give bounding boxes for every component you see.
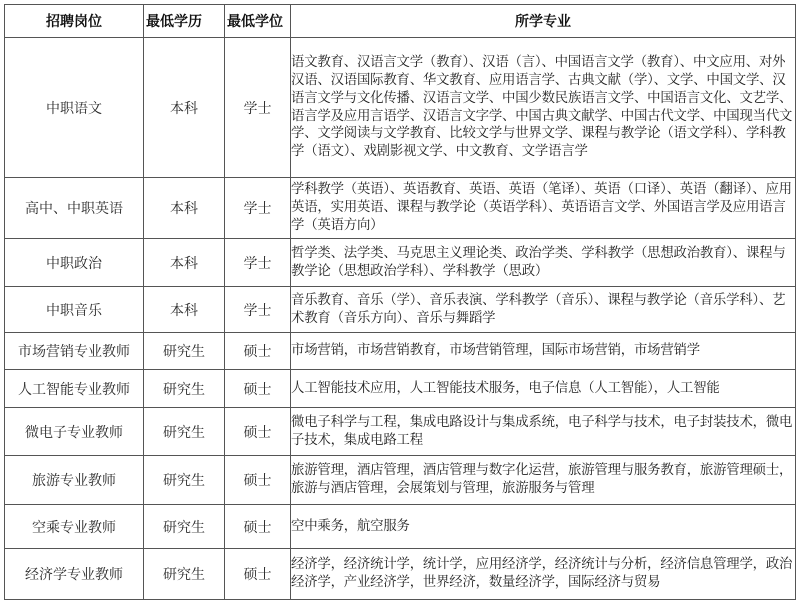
majors-cell: 人工智能技术应用，人工智能技术服务，电子信息（人工智能），人工智能 [291, 370, 796, 408]
position-cell: 空乘专业教师 [5, 505, 144, 549]
position-cell: 中职政治 [5, 239, 144, 287]
degree-cell: 硕士 [225, 370, 291, 408]
education-cell: 本科 [144, 287, 225, 333]
majors-cell: 空中乘务，航空服务 [291, 505, 796, 549]
education-cell: 本科 [144, 178, 225, 239]
majors-cell: 语文教育、汉语言文学（教育）、汉语（言）、中国语言文学（教育）、中文应用、对外汉语、汉语国际教育、华文教育、应用语言学、古典文献（学）、文学、中国文学、汉语言文学与文化传播、汉语言文学、中国少数民族语言文学、中国语言文化、文艺学、语言学及应用言语学、汉语言文字学、中国古典文献学、中国古代文学、中国现当代文学、文学阅读与文学教育、比较文学与世界文学、课程与教学论（语文学科）、学科教学（语文）、戏剧影视文学、中文教育、文学语言学 [291, 38, 796, 178]
recruitment-table [4, 4, 796, 600]
education-cell: 研究生 [144, 408, 225, 456]
degree-cell: 硕士 [225, 408, 291, 456]
table-row [5, 549, 796, 600]
majors-cell: 旅游管理，酒店管理，酒店管理与数字化运营，旅游管理与服务教育，旅游管理硕士，旅游与酒店管理，会展策划与管理，旅游服务与管理 [291, 456, 796, 505]
majors-cell: 学科教学（英语）、英语教育、英语、英语（笔译）、英语（口译）、英语（翻译）、应用英语，实用英语、课程与教学论（英语学科）、英语语言文学、外国语言学及应用语言学（英语方向） [291, 178, 796, 239]
table-row [5, 178, 796, 239]
table-row [5, 456, 796, 505]
position-cell: 微电子专业教师 [5, 408, 144, 456]
degree-cell: 硕士 [225, 549, 291, 600]
header-min-education: 最低学历 [144, 5, 225, 38]
table-row [5, 505, 796, 549]
position-cell: 市场营销专业教师 [5, 333, 144, 370]
education-cell: 研究生 [144, 370, 225, 408]
majors-cell: 哲学类、法学类、马克思主义理论类、政治学类、学科教学（思想政治教育）、课程与教学论（思想政治学科）、学科教学（思政） [291, 239, 796, 287]
majors-cell: 音乐教育、音乐（学）、音乐表演、学科教学（音乐）、课程与教学论（音乐学科）、艺术教育（音乐方向）、音乐与舞蹈学 [291, 287, 796, 333]
position-cell: 高中、中职英语 [5, 178, 144, 239]
table-row [5, 408, 796, 456]
education-cell: 研究生 [144, 549, 225, 600]
degree-cell: 学士 [225, 178, 291, 239]
header-position: 招聘岗位 [5, 5, 144, 38]
degree-cell: 硕士 [225, 333, 291, 370]
education-cell: 本科 [144, 38, 225, 178]
header-majors: 所学专业 [291, 5, 796, 38]
table-row [5, 239, 796, 287]
education-cell: 本科 [144, 239, 225, 287]
table-row [5, 370, 796, 408]
position-cell: 中职音乐 [5, 287, 144, 333]
header-row [5, 5, 796, 38]
majors-cell: 经济学，经济统计学，统计学，应用经济学，经济统计与分析，经济信息管理学，政治经济学，产业经济学，世界经济，数量经济学，国际经济与贸易 [291, 549, 796, 600]
table-row [5, 287, 796, 333]
degree-cell: 学士 [225, 38, 291, 178]
position-cell: 经济学专业教师 [5, 549, 144, 600]
majors-cell: 微电子科学与工程，集成电路设计与集成系统，电子科学与技术，电子封装技术，微电子技术，集成电路工程 [291, 408, 796, 456]
majors-cell: 市场营销，市场营销教育，市场营销管理，国际市场营销，市场营销学 [291, 333, 796, 370]
header-min-degree: 最低学位 [225, 5, 291, 38]
degree-cell: 硕士 [225, 456, 291, 505]
position-cell: 人工智能专业教师 [5, 370, 144, 408]
table-row [5, 333, 796, 370]
education-cell: 研究生 [144, 333, 225, 370]
education-cell: 研究生 [144, 505, 225, 549]
degree-cell: 学士 [225, 239, 291, 287]
position-cell: 中职语文 [5, 38, 144, 178]
position-cell: 旅游专业教师 [5, 456, 144, 505]
degree-cell: 硕士 [225, 505, 291, 549]
table-row [5, 38, 796, 178]
education-cell: 研究生 [144, 456, 225, 505]
degree-cell: 学士 [225, 287, 291, 333]
